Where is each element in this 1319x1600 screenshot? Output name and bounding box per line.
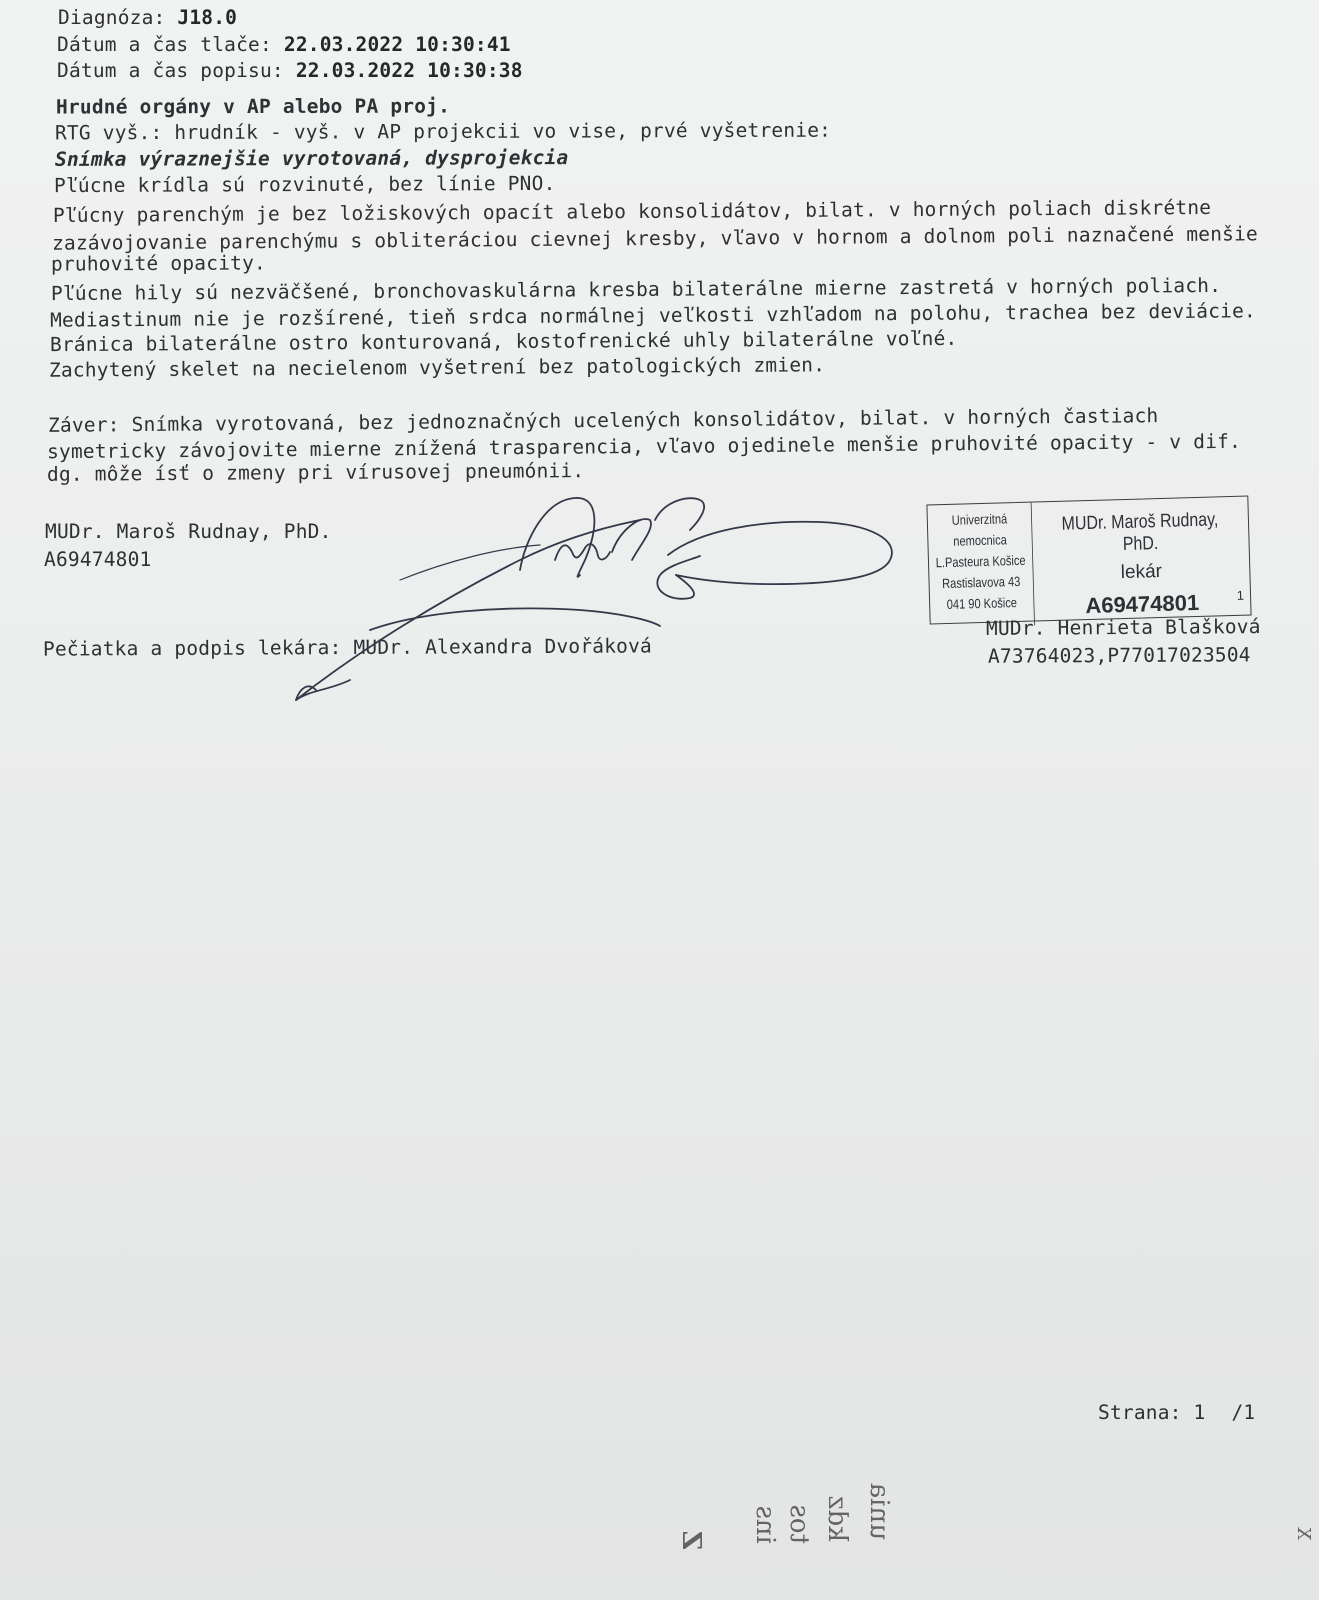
- doctor-code: A69474801: [44, 548, 152, 571]
- finding-line: pruhovité opacity.: [50, 251, 266, 276]
- backside-fragment: kdz: [822, 1495, 852, 1542]
- diagnosis-value: J18.0: [177, 6, 238, 29]
- stamp-doctor-block: [1031, 497, 1250, 621]
- page-number: [1098, 1403, 1255, 1423]
- stamp-doctor-name: MUDr. Maroš Rudnay, PhD.: [1061, 509, 1219, 556]
- diagnosis-label: Diagnóza:: [58, 6, 166, 29]
- stamp-institution-line: Univerzitná: [951, 511, 1008, 528]
- stamp-signature-label: Pečiatka a podpis lekára: MUDr. Alexandra Dvořáková: [42, 634, 653, 661]
- finding-line: Pľúcne hily sú nezväčšené, bronchovaskulárna kresba bilaterálne mierne zastretá v horných poliach.: [50, 273, 1222, 306]
- backside-fragment: X: [1293, 1527, 1314, 1540]
- finding-line: Bránica bilaterálne ostro konturovaná, kostofrenické uhly bilaterálne voľné.: [49, 326, 958, 357]
- page-current: 1: [1193, 1401, 1206, 1424]
- backside-fragment: tos: [784, 1504, 814, 1544]
- page-total: /1: [1231, 1401, 1256, 1424]
- finding-line: zazávojovanie parenchýmu s obliteráciou cievnej kresby, vľavo v hornom a dolnom poli naznačené menšie: [51, 222, 1259, 255]
- doctor-name: MUDr. Maroš Rudnay, PhD.: [45, 520, 332, 543]
- conclusion-line: symetricky závojovite mierne znížená trasparencia, vľavo ojedinele menšie pruhovité opacity - v dif.: [46, 429, 1242, 464]
- finding-line: Mediastinum nie je rozšírené, tieň srdca normálnej veľkosti vzhľadom na polohu, trachea bez deviácie.: [49, 299, 1257, 332]
- conclusion-line: dg. môže ísť o zmeny pri vírusovej pneumónii.: [46, 459, 585, 486]
- second-doctor-name: MUDr. Henrieta Blašková: [985, 615, 1261, 640]
- doctor-stamp: [926, 496, 1251, 625]
- description-datetime-label: Dátum a čas popisu:: [57, 59, 284, 82]
- print-datetime-value: 22.03.2022 10:30:41: [283, 33, 511, 56]
- backside-fragment: Z: [676, 1531, 706, 1550]
- finding-line: Pľúcny parenchým je bez ložiskových opacít alebo konsolidátov, bilat. v horných poliach diskrétne: [52, 195, 1212, 228]
- report-subtitle: Snímka výraznejšie vyrotovaná, dysprojekcia: [54, 146, 569, 171]
- backside-fragment: unia: [864, 1482, 894, 1540]
- description-datetime-row: [57, 61, 523, 81]
- backside-show-through: [0, 1482, 1319, 1600]
- backside-fragment: ins: [750, 1505, 780, 1544]
- stamp-institution-line: L.Pasteura Košice: [935, 552, 1026, 571]
- description-datetime-value: 22.03.2022 10:30:38: [295, 59, 523, 82]
- exam-description: RTG vyš.: hrudník - vyš. v AP projekcii vo vise, prvé vyšetrenie:: [54, 118, 832, 145]
- diagnosis-row: [58, 8, 237, 28]
- page-label: Strana:: [1098, 1401, 1182, 1424]
- stamp-number: 1: [1236, 587, 1245, 603]
- stamp-institution-line: 041 90 Košice: [946, 595, 1018, 612]
- stamp-institution: [927, 503, 1035, 629]
- finding-line: Pľúcne krídla sú rozvinuté, bez línie PNO.: [53, 171, 556, 198]
- print-datetime-label: Dátum a čas tlače:: [57, 33, 272, 56]
- second-doctor-codes: A73764023,P77017023504: [987, 643, 1251, 668]
- stamp-institution-line: Rastislavova 43: [941, 573, 1021, 592]
- finding-line: Zachytený skelet na necielenom vyšetrení bez patologických zmien.: [48, 353, 826, 382]
- report-title: Hrudné orgány v AP alebo PA proj.: [55, 94, 451, 119]
- stamp-doctor-role: lekár: [1120, 560, 1163, 584]
- stamp-doctor-code: A69474801: [1085, 589, 1200, 619]
- print-datetime-row: [57, 35, 511, 55]
- conclusion-line: Záver: Snímka vyrotovaná, bez jednoznačných ucelených konsolidátov, bilat. v horných častiach: [47, 404, 1159, 437]
- stamp-institution-line: nemocnica: [953, 532, 1008, 549]
